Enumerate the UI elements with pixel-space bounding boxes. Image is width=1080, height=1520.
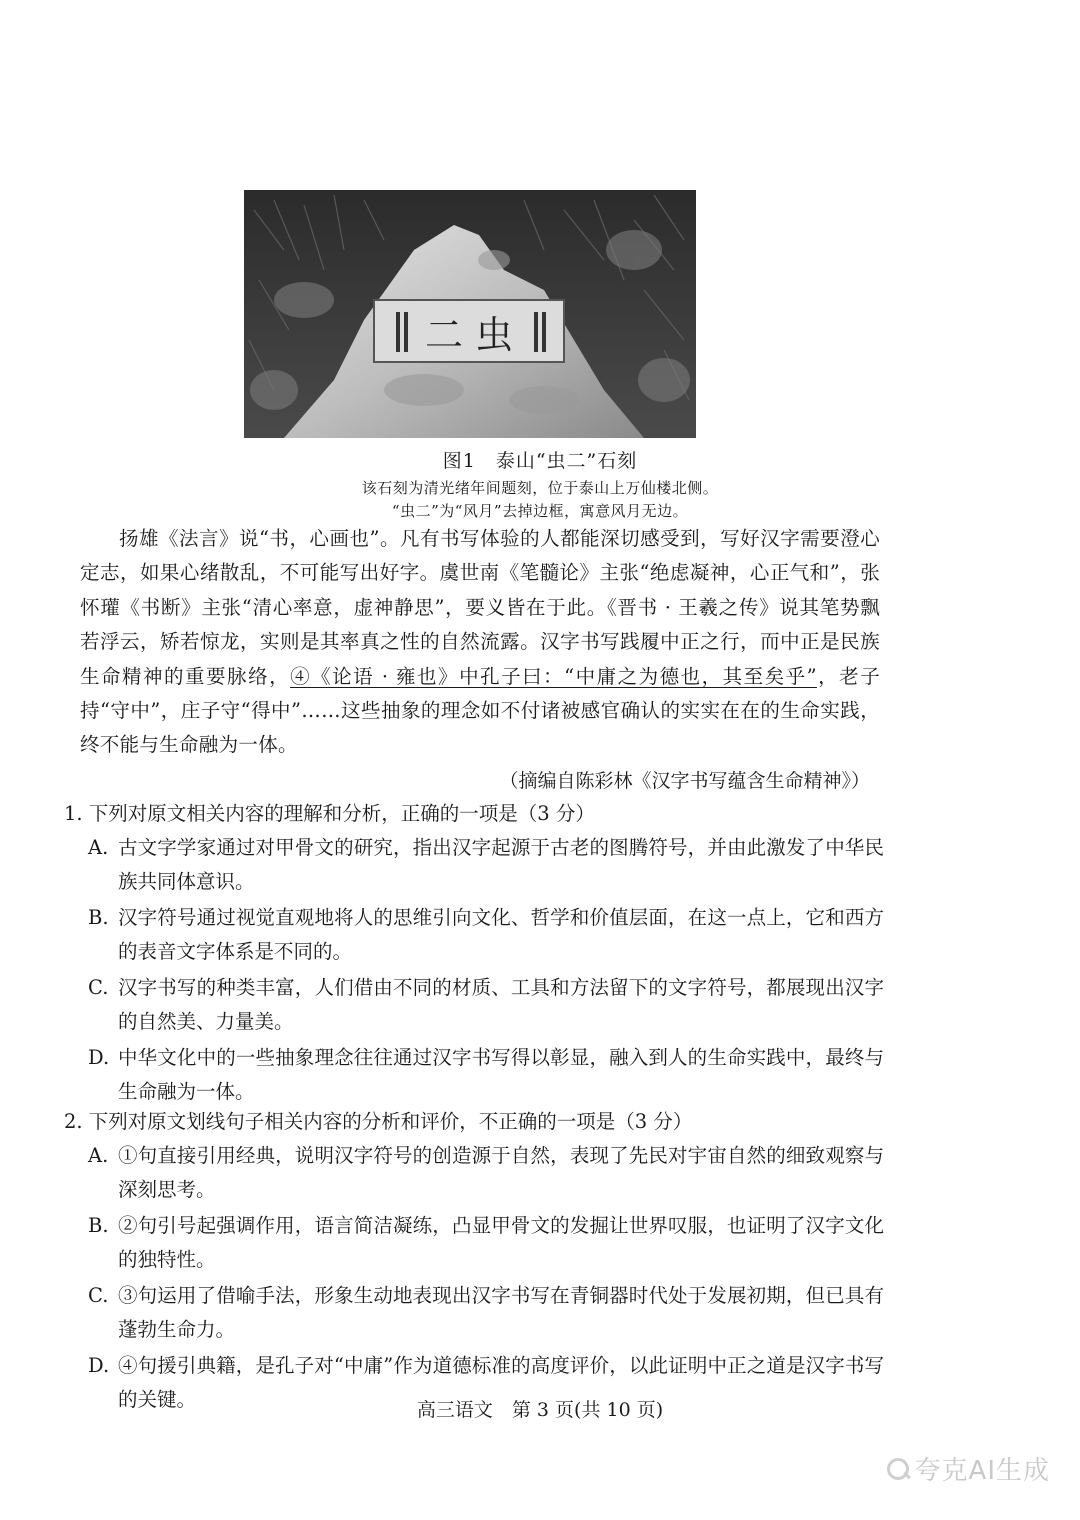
option-d[interactable]: [88, 1041, 884, 1109]
option-letter: A.: [88, 1144, 109, 1167]
watermark: [887, 1450, 1050, 1487]
figure-title: 图1 泰山“虫二”石刻: [442, 450, 638, 472]
option-text: ③句运用了借喻手法，形象生动地表现出汉字书写在青铜器时代处于发展初期，但已具有蓬勃生命力。: [118, 1284, 884, 1341]
option-c[interactable]: [88, 971, 884, 1039]
passage-text-before: 扬雄《法言》说“书，心画也”。凡有书写体验的人都能深切感受到，写好汉字需要澄心定志，如果心绪散乱，不可能写出好字。虞世南《笔髓论》主张“绝虑凝神，心正气和”，张怀瓘《书断》主张“清心率意，虚神静思”，要义皆在于此。《晋书 · 王羲之传》说其笔势飘若浮云，矫若惊龙，实则是其率真之性的自然流露。汉字书写践履中正之行，而中正是民族生命精神的重要脉络，: [80, 527, 880, 688]
passage-text-after: ，老子持“守中”，庄子守“得中”……这些抽象的理念如不付诸被感官确认的实实在在的生命实践，终不能与生命融为一体。: [80, 664, 880, 757]
option-b[interactable]: [88, 1209, 884, 1277]
option-letter: C.: [88, 1284, 109, 1307]
figure-caption-line-1: 该石刻为清光绪年间题刻，位于泰山上万仙楼北侧。: [361, 479, 719, 497]
watermark-logo-icon: [887, 1458, 909, 1480]
watermark-text: 夸克AI生成: [914, 1456, 1050, 1486]
question-1: [64, 797, 884, 1109]
passage: [80, 522, 880, 763]
option-letter: D.: [88, 1046, 110, 1069]
passage-paragraph: [80, 522, 880, 763]
option-letter: B.: [88, 1214, 109, 1237]
option-letter: A.: [88, 836, 109, 859]
option-letter: C.: [88, 976, 109, 999]
option-text: ①句直接引用经典，说明汉字符号的创造源于自然，表现了先民对宇宙自然的细致观察与深刻思考。: [118, 1144, 884, 1201]
option-text: ④句援引典籍，是孔子对“中庸”作为道德标准的高度评价，以此证明中正之道是汉字书写的关键。: [118, 1354, 884, 1411]
option-text: 汉字书写的种类丰富，人们借由不同的材质、工具和方法留下的文字符号，都展现出汉字的自然美、力量美。: [118, 976, 884, 1033]
option-a[interactable]: [88, 831, 884, 899]
option-text: ②句引号起强调作用，语言简洁凝练，凸显甲骨文的发掘让世界叹服，也证明了汉字文化的独特性。: [118, 1214, 884, 1271]
question-stem: 2. 下列对原文划线句子相关内容的分析和评价，不正确的一项是（3 分）: [64, 1110, 693, 1133]
underlined-sentence-4: ④《论语 · 雍也》中孔子曰：“中庸之为德也，其至矣乎”: [290, 664, 817, 688]
option-letter: B.: [88, 906, 109, 929]
question-2: [64, 1105, 884, 1417]
option-text: 中华文化中的一些抽象理念往往通过汉字书写得以彰显，融入到人的生命实践中，最终与生命融为一体。: [118, 1046, 884, 1103]
option-b[interactable]: [88, 901, 884, 969]
stone-carving-photo: [244, 190, 696, 438]
option-text: 汉字符号通过视觉直观地将人的思维引向文化、哲学和价值层面，在这一点上，它和西方的表音文字体系是不同的。: [118, 906, 884, 963]
page-footer: 高三语文 第 3 页(共 10 页): [416, 1399, 664, 1421]
option-text: 古文字学家通过对甲骨文的研究，指出汉字起源于古老的图腾符号，并由此激发了中华民族共同体意识。: [118, 836, 884, 893]
question-stem: 1. 下列对原文相关内容的理解和分析，正确的一项是（3 分）: [64, 802, 595, 825]
option-c[interactable]: [88, 1279, 884, 1347]
stone-inscription: 二 虫: [424, 313, 514, 357]
passage-source: （摘编自陈彩林《汉字书写蕴含生命精神》）: [499, 770, 870, 792]
option-a[interactable]: [88, 1139, 884, 1207]
figure-caption-line-2: “虫二”为“风月”去掉边框，寓意风月无边。: [391, 502, 689, 520]
option-letter: D.: [88, 1354, 110, 1377]
